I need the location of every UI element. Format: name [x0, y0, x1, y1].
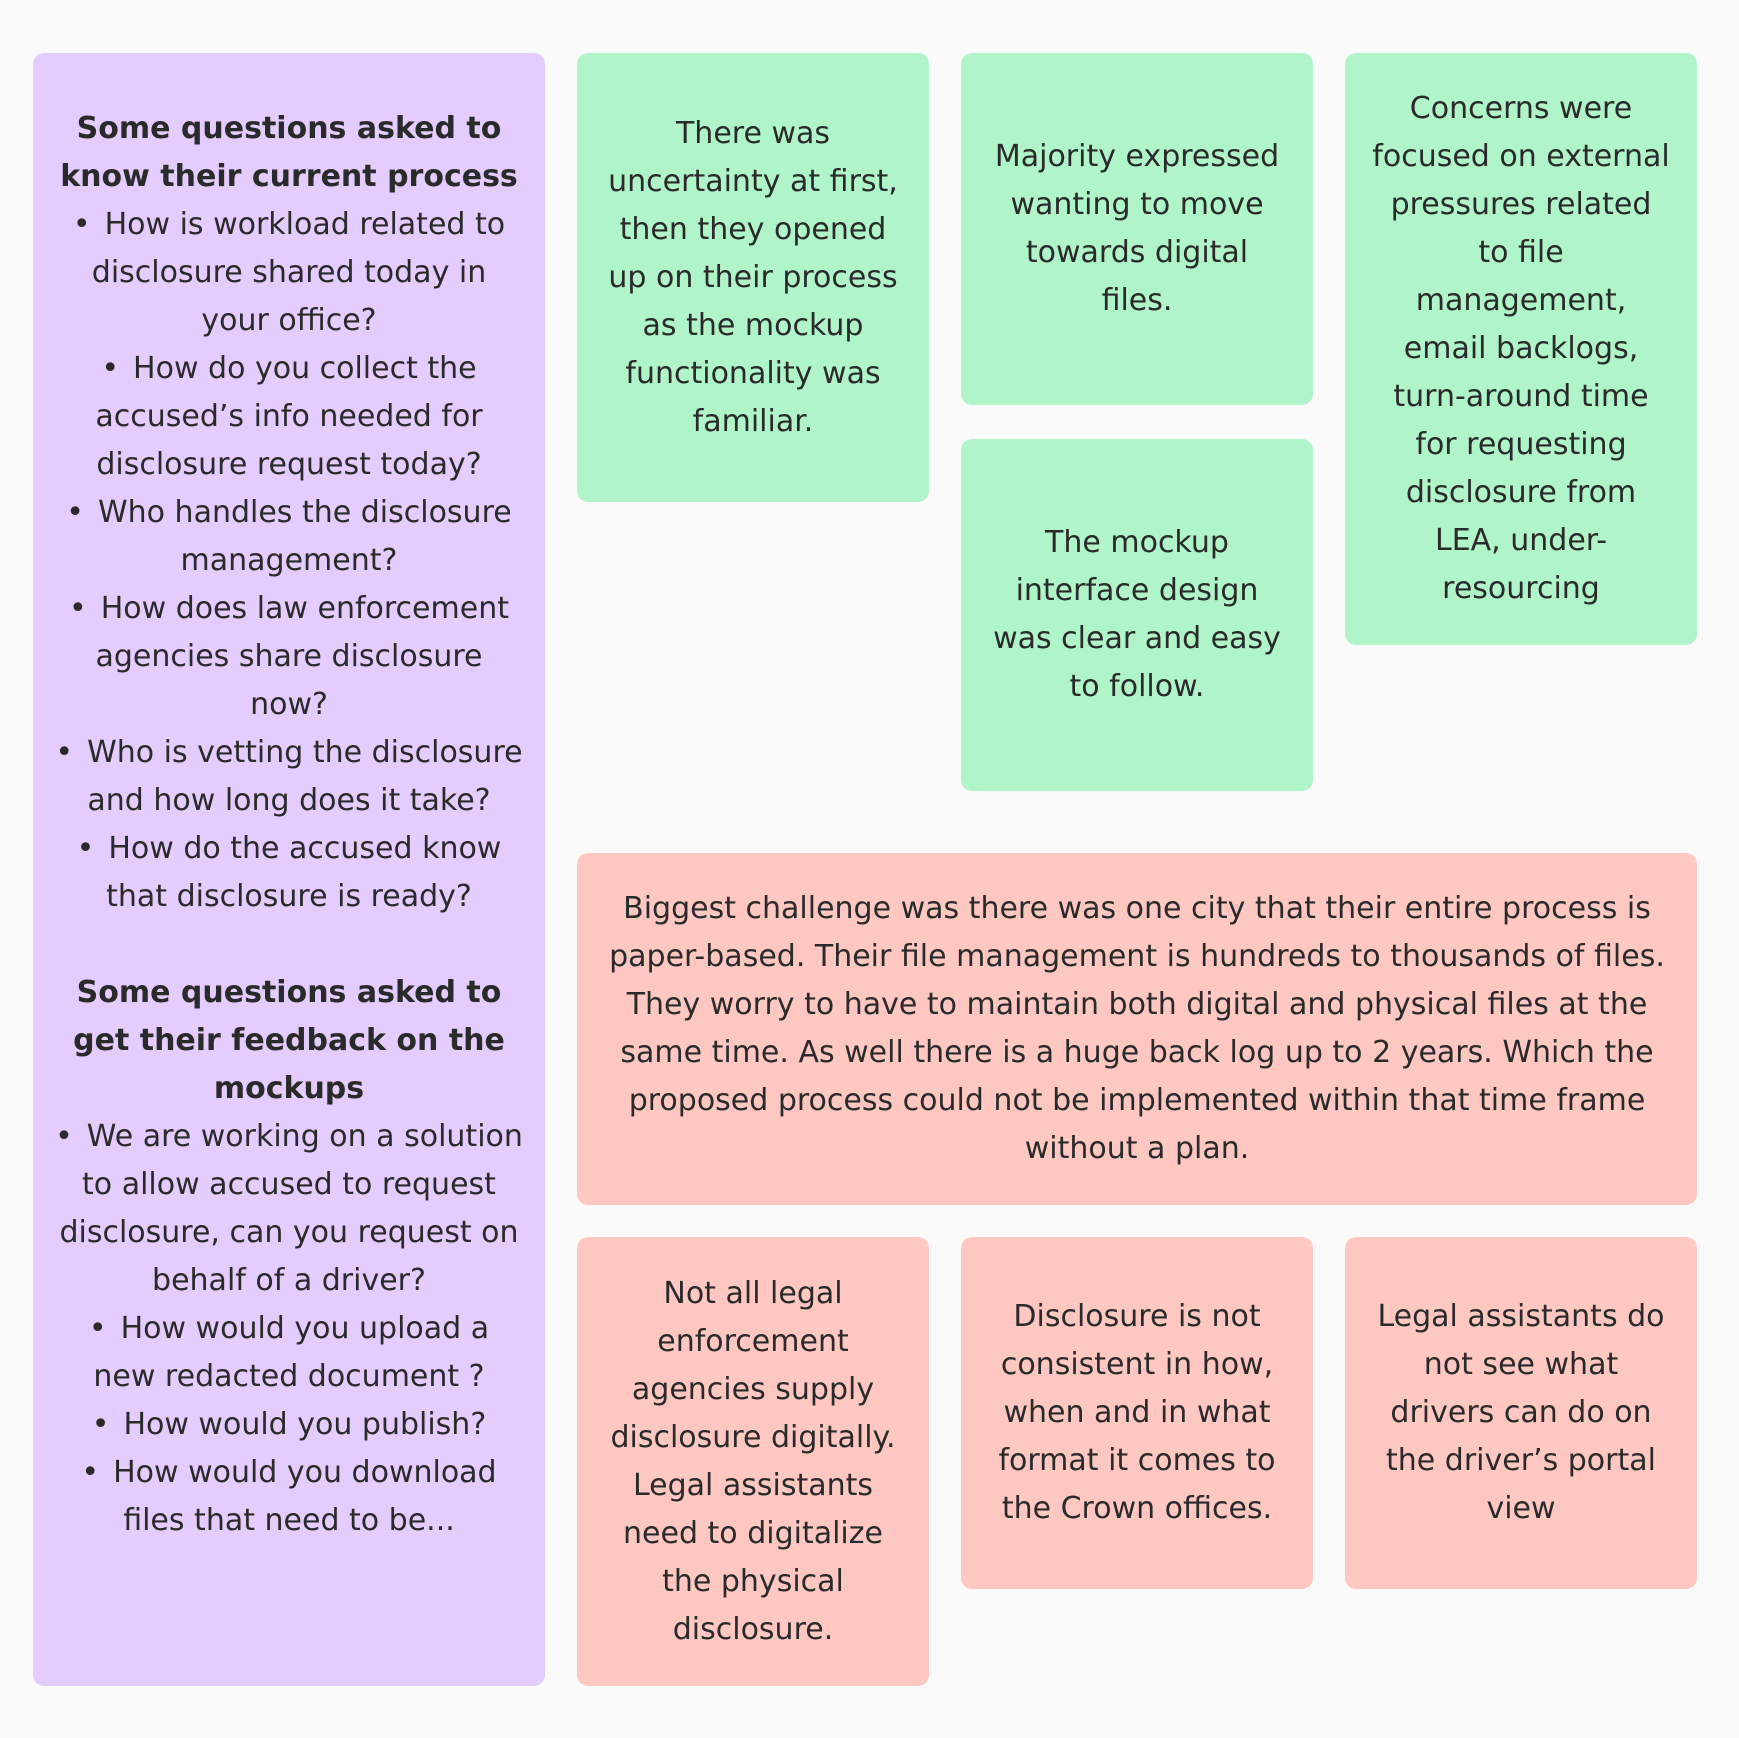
- question-text: How would you upload a new redacted document ?: [93, 1311, 490, 1394]
- list-item: [55, 1305, 523, 1401]
- note-text: Legal assistants do not see what drivers can do on the driver’s portal view: [1377, 1299, 1665, 1526]
- current-process-question-list: [55, 201, 523, 921]
- note-text: The mockup interface design was clear and easy to follow.: [993, 525, 1281, 704]
- question-text: How do the accused know that disclosure is ready?: [106, 831, 502, 914]
- bullet-icon: •: [101, 351, 120, 386]
- bullet-icon: •: [91, 1407, 110, 1442]
- note-text: Biggest challenge was there was one city that their entire process is paper-based. Their file management is hundreds to thousands of files. They worry to have to maintain both digital and physical files at the same time. As well there is a huge back log up to 2 years. Which the proposed process could not be implemented within that time frame without a plan.: [609, 891, 1665, 1166]
- bullet-icon: •: [88, 1311, 107, 1346]
- bullet-icon: •: [55, 735, 74, 770]
- note-text: Concerns were focused on external pressures related to file management, email backlogs, turn-around time for requesting disclosure from LEA, under-resourcing: [1372, 91, 1670, 606]
- bullet-icon: •: [66, 495, 84, 530]
- bullet-icon: •: [81, 1455, 100, 1490]
- question-text: How does law enforcement agencies share disclosure now?: [95, 591, 509, 722]
- sticky-note-inconsistent[interactable]: [961, 1237, 1313, 1589]
- sticky-note-portal-view[interactable]: [1345, 1237, 1697, 1589]
- list-item: [55, 201, 523, 345]
- note-text: Not all legal enforcement agencies supply disclosure digitally. Legal assistants need to digitalize the physical disclosure.: [610, 1275, 896, 1647]
- question-text: How would you publish?: [123, 1407, 487, 1442]
- bullet-icon: •: [55, 1119, 73, 1154]
- question-text: Who is vetting the disclosure and how long does it take?: [87, 735, 523, 818]
- list-item: [55, 585, 523, 729]
- list-item: [55, 1449, 523, 1545]
- note-text: Disclosure is not consistent in how, when and in what format it comes to the Crown offices.: [998, 1299, 1276, 1526]
- note-text: Majority expressed wanting to move towards digital files.: [994, 139, 1280, 318]
- list-item: [55, 1113, 523, 1305]
- sticky-note-biggest-challenge[interactable]: [577, 853, 1697, 1205]
- feedback-heading: Some questions asked to get their feedback on the mockups: [73, 975, 505, 1106]
- spacer: [55, 921, 523, 969]
- questions-sticky-note[interactable]: [33, 53, 545, 1686]
- sticky-note-not-all-legal[interactable]: [577, 1237, 929, 1686]
- questions-content: [55, 105, 523, 1545]
- feedback-question-list: [55, 1113, 523, 1545]
- question-text: How would you download files that need to be...: [113, 1455, 497, 1538]
- list-item: [55, 729, 523, 825]
- sticky-note-digital-files[interactable]: [961, 53, 1313, 405]
- bullet-icon: •: [76, 831, 95, 866]
- sticky-note-interface[interactable]: [961, 439, 1313, 791]
- sticky-note-concerns[interactable]: [1345, 53, 1697, 645]
- bullet-icon: •: [72, 207, 91, 242]
- question-text: We are working on a solution to allow accused to request disclosure, can you request on behalf of a driver?: [59, 1119, 523, 1298]
- list-item: [55, 489, 523, 585]
- list-item: [55, 1401, 523, 1449]
- question-text: Who handles the disclosure management?: [97, 495, 512, 578]
- list-item: [55, 825, 523, 921]
- bullet-icon: •: [69, 591, 87, 626]
- question-text: How is workload related to disclosure shared today in your office?: [91, 207, 506, 338]
- list-item: [55, 345, 523, 489]
- note-text: There was uncertainty at first, then they opened up on their process as the mockup functionality was familiar.: [608, 115, 898, 439]
- question-text: How do you collect the accused’s info needed for disclosure request today?: [95, 351, 483, 482]
- current-process-heading: Some questions asked to know their current process: [60, 111, 518, 194]
- sticky-note-uncertainty[interactable]: [577, 53, 929, 502]
